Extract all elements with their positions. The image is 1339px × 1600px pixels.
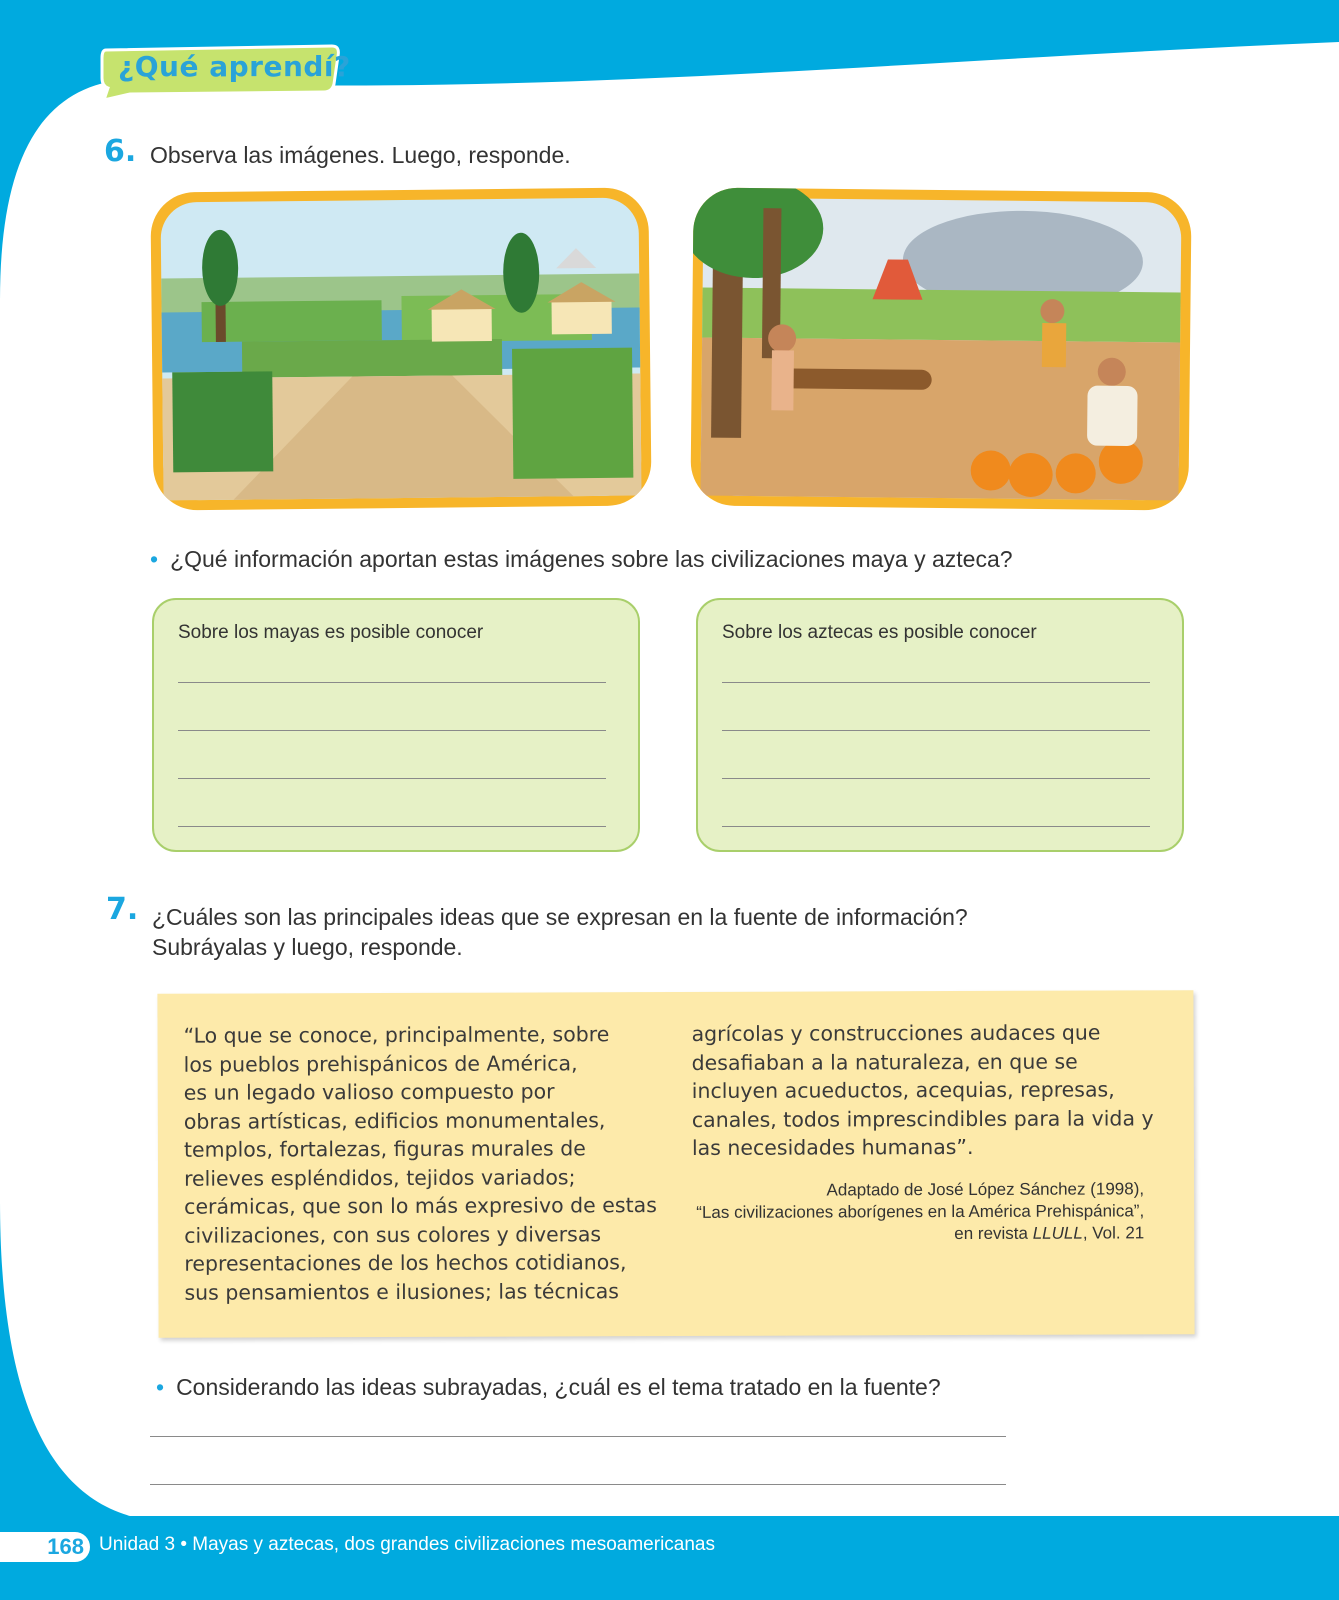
source-line: templos, fortalezas, figuras murales de — [183, 1136, 586, 1162]
source-line: desafiaban a la naturaleza, en que se — [691, 1049, 1078, 1075]
citation-line: “Las civilizaciones aborígenes en la América Prehispánica”, — [696, 1201, 1145, 1222]
citation-line — [696, 1222, 1144, 1246]
answer-line[interactable] — [178, 682, 606, 683]
farming-illustration — [690, 187, 1191, 510]
question-7-prompt-line1: ¿Cuáles son las principales ideas que se expresan en la fuente de información? — [152, 904, 968, 930]
citation-suffix: , Vol. 21 — [1082, 1223, 1145, 1243]
source-line: agrícolas y construcciones audaces que — [691, 1020, 1101, 1046]
answer-line[interactable] — [150, 1436, 1006, 1437]
source-line: es un legado valioso compuesto por — [183, 1079, 555, 1105]
citation-journal: LLULL — [1032, 1223, 1083, 1243]
source-line: las necesidades humanas”. — [691, 1134, 974, 1160]
page-number: 168 — [0, 1532, 90, 1562]
source-line: obras artísticas, edificios monumentales, — [183, 1107, 606, 1134]
answer-line[interactable] — [178, 826, 606, 827]
source-line: representaciones de los hechos cotidianos, — [184, 1250, 627, 1276]
answer-line[interactable] — [722, 730, 1150, 731]
question-7-bullet-text: Considerando las ideas subrayadas, ¿cuál es el tema tratado en la fuente? — [176, 1374, 941, 1400]
source-line: relieves espléndidos, tejidos variados; — [184, 1164, 576, 1191]
citation-prefix: en revista — [954, 1223, 1033, 1244]
aztec-answer-label: Sobre los aztecas es posible conocer — [722, 622, 1037, 643]
answer-line[interactable] — [722, 778, 1150, 779]
aztec-answer-box[interactable] — [696, 598, 1184, 852]
maya-answer-box[interactable] — [152, 598, 640, 852]
citation-line: Adaptado de José López Sánchez (1998), — [826, 1179, 1145, 1200]
question-6-prompt: Observa las imágenes. Luego, responde. — [150, 142, 571, 168]
answer-line[interactable] — [150, 1484, 1006, 1485]
bullet-dot: • — [150, 546, 159, 572]
source-citation — [696, 1178, 1144, 1246]
source-line: sus pensamientos e ilusiones; las técnicas — [184, 1278, 619, 1305]
source-line: incluyen acueductos, acequias, represas, — [691, 1077, 1115, 1103]
source-line: civilizaciones, con sus colores y diversas — [184, 1221, 602, 1248]
answer-line[interactable] — [722, 682, 1150, 683]
section-tag-title: ¿Qué aprendí? — [118, 50, 351, 83]
source-quote-box — [157, 990, 1194, 1338]
question-6-number: 6. — [104, 134, 137, 169]
source-left-column — [184, 1020, 658, 1307]
question-6-bullet-text: ¿Qué información aportan estas imágenes sobre las civilizaciones maya y azteca? — [170, 546, 1013, 572]
answer-line[interactable] — [178, 730, 606, 731]
question-7-bullet — [156, 1374, 941, 1401]
page-footer — [0, 1516, 1339, 1600]
footer-unit-title: Unidad 3 • Mayas y aztecas, dos grandes civilizaciones mesoamericanas — [99, 1534, 715, 1555]
bullet-dot: • — [156, 1374, 165, 1400]
maya-answer-label: Sobre los mayas es posible conocer — [178, 622, 484, 643]
source-line: los pueblos prehispánicos de América, — [183, 1050, 578, 1077]
source-line: cerámicas, que son lo más expresivo de estas — [184, 1193, 657, 1219]
source-right-column — [691, 1018, 1153, 1162]
source-line: “Lo que se conoce, principalmente, sobre — [183, 1022, 610, 1048]
answer-line[interactable] — [722, 826, 1150, 827]
chinampas-illustration — [150, 187, 651, 510]
source-line: canales, todos imprescindibles para la vida y — [691, 1105, 1154, 1132]
question-7-number: 7. — [106, 892, 139, 927]
question-7-prompt-line2: Subráyalas y luego, responde. — [152, 934, 463, 960]
question-6-bullet — [150, 546, 1013, 573]
answer-line[interactable] — [178, 778, 606, 779]
